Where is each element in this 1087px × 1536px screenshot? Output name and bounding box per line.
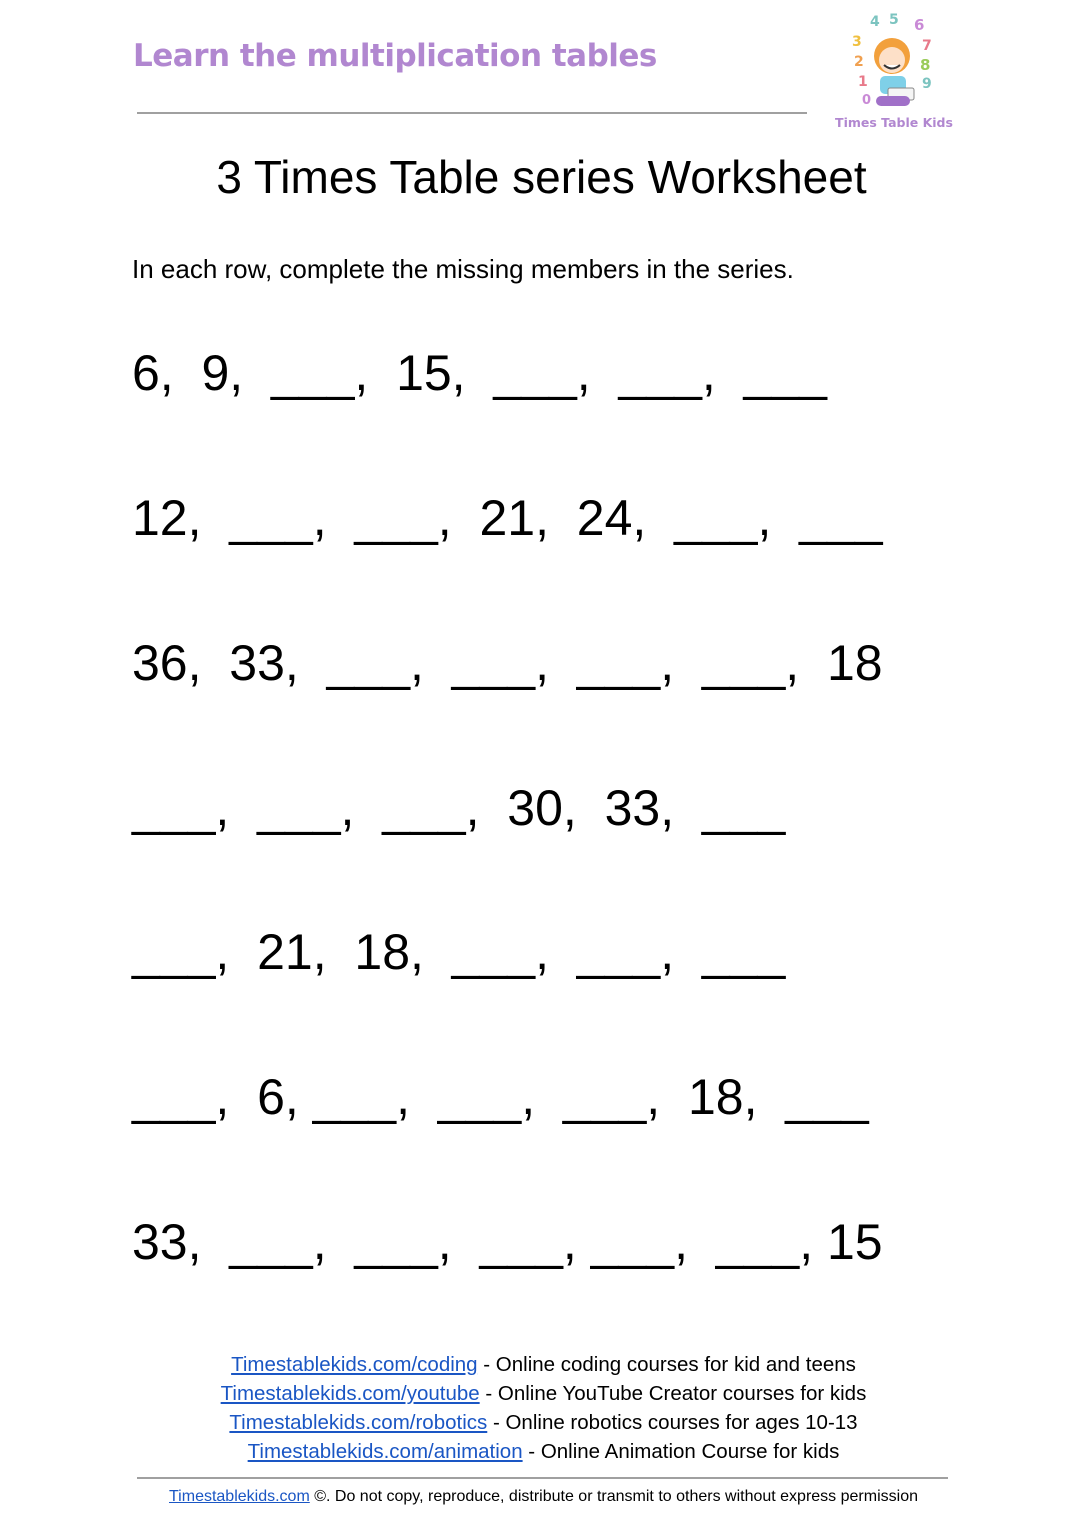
logo-caption: Times Table Kids — [835, 115, 953, 130]
coding-link[interactable]: Timestablekids.com/coding — [231, 1353, 478, 1376]
series-row-7: 33, ___, ___, ___, ___, ___, 15 — [132, 1214, 883, 1270]
svg-text:3: 3 — [852, 34, 862, 50]
logo — [834, 8, 954, 133]
svg-text:0: 0 — [862, 93, 872, 108]
course-link-row — [0, 1437, 1087, 1466]
animation-link[interactable]: Timestablekids.com/animation — [247, 1440, 523, 1463]
girl-with-numbers-logo-icon — [834, 8, 954, 113]
series-row-3: 36, 33, ___, ___, ___, ___, 18 — [132, 635, 883, 691]
series-row-5: ___, 21, 18, ___, ___, ___ — [132, 924, 786, 980]
home-link[interactable]: Timestablekids.com — [169, 1488, 310, 1505]
series-row-6: ___, 6, ___, ___, ___, 18, ___ — [132, 1069, 869, 1125]
course-links — [0, 1350, 1087, 1466]
svg-text:8: 8 — [920, 56, 931, 74]
course-link-row — [0, 1379, 1087, 1408]
instruction-text: In each row, complete the missing members in the series. — [132, 254, 794, 284]
series-row-4: ___, ___, ___, 30, 33, ___ — [132, 780, 786, 836]
svg-text:2: 2 — [854, 54, 864, 70]
svg-text:7: 7 — [922, 38, 932, 54]
svg-text:1: 1 — [858, 74, 868, 90]
copyright-notice: ©. Do not copy, reproduce, distribute or transmit to others without express permission — [309, 1488, 918, 1505]
link-description: - Online robotics courses for ages 10-13 — [487, 1411, 858, 1434]
series-row-2: 12, ___, ___, 21, 24, ___, ___ — [132, 490, 883, 546]
svg-text:9: 9 — [922, 76, 932, 92]
link-description: - Online YouTube Creator courses for kids — [479, 1382, 867, 1405]
course-link-row — [0, 1408, 1087, 1437]
footer-divider — [137, 1477, 948, 1479]
worksheet-title: 3 Times Table series Worksheet — [216, 151, 867, 203]
copyright-footer — [0, 1488, 1087, 1506]
svg-text:6: 6 — [914, 16, 925, 34]
svg-text:5: 5 — [889, 12, 899, 28]
youtube-link[interactable]: Timestablekids.com/youtube — [220, 1382, 480, 1405]
svg-text:4: 4 — [870, 14, 880, 30]
robotics-link[interactable]: Timestablekids.com/robotics — [229, 1411, 488, 1434]
brand-title: Learn the multiplication tables — [133, 38, 657, 74]
link-description: - Online coding courses for kid and teens — [477, 1353, 856, 1376]
header-divider — [137, 112, 807, 114]
link-description: - Online Animation Course for kids — [522, 1440, 840, 1463]
series-row-1: 6, 9, ___, 15, ___, ___, ___ — [132, 345, 827, 401]
course-link-row — [0, 1350, 1087, 1379]
